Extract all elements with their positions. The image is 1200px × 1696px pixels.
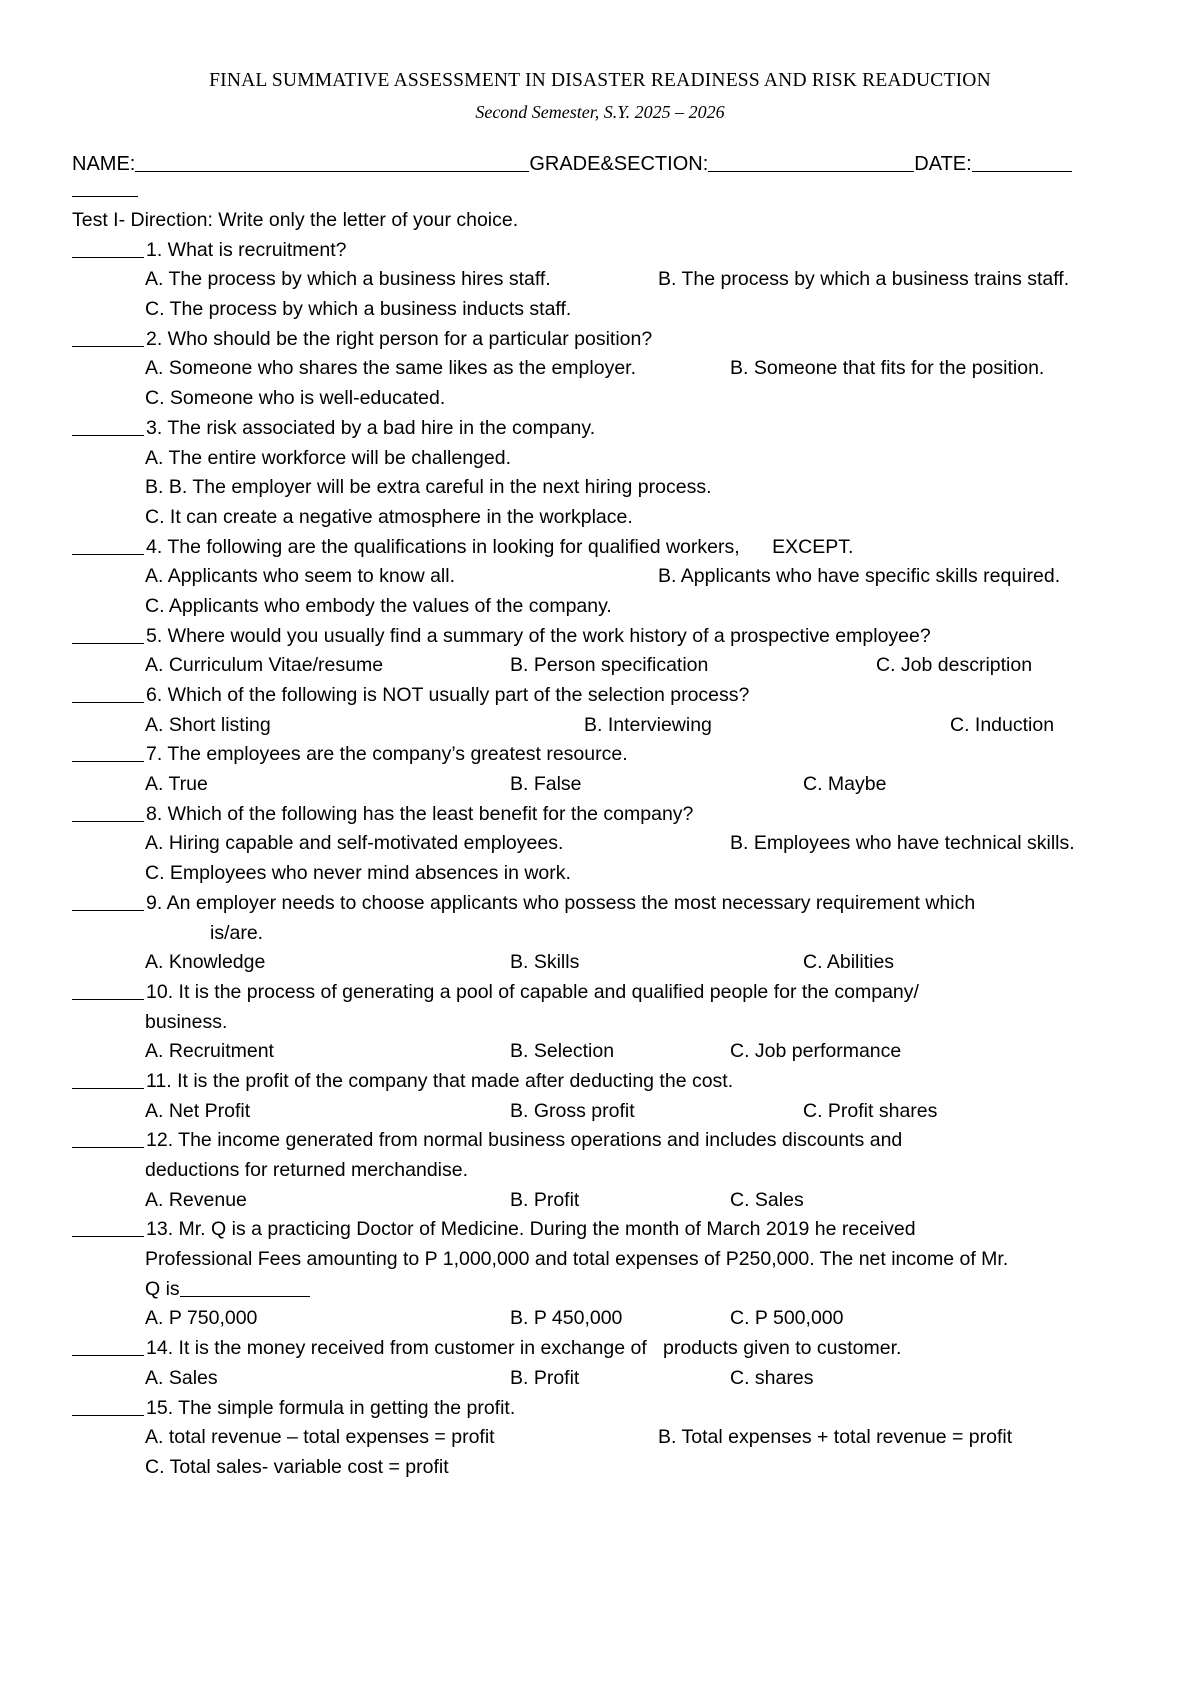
choice-b: B. Someone that fits for the position. xyxy=(730,357,1045,380)
choice-c: C. The process by which a business inducts staff. xyxy=(145,298,572,321)
net-income-blank xyxy=(180,1278,310,1297)
choice-c: C. Induction xyxy=(950,713,1055,736)
grade-section-field[interactable] xyxy=(708,151,914,172)
question-15: 15. The simple formula in getting the profit. xyxy=(72,1394,1152,1424)
choice-row xyxy=(72,265,1152,295)
answer-blank-8[interactable] xyxy=(72,801,144,822)
answer-blank-7[interactable] xyxy=(72,741,144,762)
choice-b: B. Applicants who have specific skills required. xyxy=(658,565,1061,588)
question-14: 14. It is the money received from customer in exchange of products given to customer. xyxy=(72,1334,1152,1364)
choice-b: B. Skills xyxy=(510,951,580,974)
choice-a: A. Hiring capable and self-motivated employees. xyxy=(145,832,564,855)
question-5: 5. Where would you usually find a summary of the work history of a prospective employee? xyxy=(72,622,1152,652)
choice-row xyxy=(72,562,1152,592)
question-9: 9. An employer needs to choose applicants who possess the most necessary requirement which xyxy=(72,889,1152,919)
choice-row xyxy=(72,829,1152,859)
choice-row xyxy=(72,651,1152,681)
test-direction: Test I- Direction: Write only the letter of your choice. xyxy=(72,209,519,231)
question-13-last-line: Q is xyxy=(72,1275,1152,1305)
choice-c: C. Employees who never mind absences in work. xyxy=(145,862,571,885)
choice-row xyxy=(72,473,1152,503)
answer-blank-1[interactable] xyxy=(72,237,144,258)
answer-blank-15[interactable] xyxy=(72,1395,144,1416)
choice-row xyxy=(72,1037,1152,1067)
choice-row xyxy=(72,1364,1152,1394)
choice-c: C. Someone who is well-educated. xyxy=(145,387,446,410)
choice-row xyxy=(72,711,1152,741)
question-13-continued: Professional Fees amounting to P 1,000,000 and total expenses of P250,000. The net income of Mr. xyxy=(145,1248,1009,1271)
date-field[interactable] xyxy=(972,151,1072,172)
choice-a: A. Someone who shares the same likes as the employer. xyxy=(145,357,637,380)
choice-c: C. shares xyxy=(730,1366,814,1389)
choice-b: B. Profit xyxy=(510,1366,580,1389)
choice-a: A. True xyxy=(145,773,208,796)
answer-blank-12[interactable] xyxy=(72,1127,144,1148)
choice-a: A. total revenue – total expenses = profit xyxy=(145,1426,495,1449)
test-body xyxy=(72,206,1152,1483)
choice-row xyxy=(72,503,1152,533)
choice-b: B. False xyxy=(510,773,582,796)
question-1: 1. What is recruitment? xyxy=(72,236,1152,266)
question-2: 2. Who should be the right person for a particular position? xyxy=(72,325,1152,355)
question-4: 4. The following are the qualifications in looking for qualified workers, EXCEPT. xyxy=(72,533,1152,563)
choice-row xyxy=(72,948,1152,978)
choice-c: C. Abilities xyxy=(803,951,895,974)
choice-b: B. P 450,000 xyxy=(510,1307,623,1330)
question-9-continued: is/are. xyxy=(210,921,264,944)
choice-row xyxy=(72,1304,1152,1334)
question-3: 3. The risk associated by a bad hire in the company. xyxy=(72,414,1152,444)
choice-b: B. Selection xyxy=(510,1040,615,1063)
answer-blank-6[interactable] xyxy=(72,682,144,703)
choice-a: A. Short listing xyxy=(145,713,271,736)
choice-b: B. Interviewing xyxy=(584,713,712,736)
date-field-continuation xyxy=(72,196,138,197)
answer-blank-5[interactable] xyxy=(72,623,144,644)
question-8: 8. Which of the following has the least benefit for the company? xyxy=(72,800,1152,830)
choice-a: A. Sales xyxy=(145,1366,218,1389)
choice-row xyxy=(72,384,1152,414)
choice-a: A. Curriculum Vitae/resume xyxy=(145,654,384,677)
choice-b: B. Person specification xyxy=(510,654,709,677)
answer-blank-9[interactable] xyxy=(72,890,144,911)
choice-row xyxy=(72,1186,1152,1216)
choice-c: C. It can create a negative atmosphere in the workplace. xyxy=(145,505,633,528)
choice-row xyxy=(72,1453,1152,1483)
choice-row xyxy=(72,770,1152,800)
answer-blank-13[interactable] xyxy=(72,1216,144,1237)
answer-blank-3[interactable] xyxy=(72,415,144,436)
choice-c: C. Total sales- variable cost = profit xyxy=(145,1455,449,1478)
name-field[interactable] xyxy=(135,151,529,172)
choice-a: A. Revenue xyxy=(145,1188,247,1211)
choice-b: B. Employees who have technical skills. xyxy=(730,832,1075,855)
choice-c: C. Profit shares xyxy=(803,1099,938,1122)
choice-row xyxy=(72,1097,1152,1127)
choice-a: A. Knowledge xyxy=(145,951,266,974)
choice-b: B. Total expenses + total revenue = profit xyxy=(658,1426,1013,1449)
choice-b: B. Gross profit xyxy=(510,1099,635,1122)
choice-row xyxy=(72,1423,1152,1453)
choice-c: C. P 500,000 xyxy=(730,1307,844,1330)
choice-c: C. Job description xyxy=(876,654,1033,677)
choice-c: C. Maybe xyxy=(803,773,887,796)
choice-b: B. B. The employer will be extra careful in the next hiring process. xyxy=(145,476,712,499)
choice-row xyxy=(72,354,1152,384)
choice-a: A. The entire workforce will be challenged. xyxy=(145,446,511,469)
answer-blank-10[interactable] xyxy=(72,979,144,1000)
question-11: 11. It is the profit of the company that made after deducting the cost. xyxy=(72,1067,1152,1097)
choice-row xyxy=(72,592,1152,622)
choice-a: A. The process by which a business hires staff. xyxy=(145,268,551,291)
answer-blank-4[interactable] xyxy=(72,534,144,555)
choice-c: C. Job performance xyxy=(730,1040,902,1063)
question-10-continued: business. xyxy=(145,1010,228,1033)
student-info-line xyxy=(72,148,1132,176)
question-6: 6. Which of the following is NOT usually part of the selection process? xyxy=(72,681,1152,711)
choice-c: C. Sales xyxy=(730,1188,804,1211)
choice-row xyxy=(72,295,1152,325)
question-13: 13. Mr. Q is a practicing Doctor of Medicine. During the month of March 2019 he received xyxy=(72,1215,1152,1245)
choice-a: A. Applicants who seem to know all. xyxy=(145,565,455,588)
choice-row xyxy=(72,859,1152,889)
document-subtitle: Second Semester, S.Y. 2025 – 2026 xyxy=(475,102,725,122)
document-title: FINAL SUMMATIVE ASSESSMENT IN DISASTER READINESS AND RISK READUCTION xyxy=(209,70,991,91)
choice-b: B. The process by which a business trains staff. xyxy=(658,268,1070,291)
answer-blank-14[interactable] xyxy=(72,1335,144,1356)
choice-row xyxy=(72,444,1152,474)
question-12-continued: deductions for returned merchandise. xyxy=(145,1159,469,1181)
choice-c: C. Applicants who embody the values of the company. xyxy=(145,594,612,617)
choice-a: A. Net Profit xyxy=(145,1099,251,1122)
date-label: DATE: xyxy=(914,153,972,175)
name-label: NAME: xyxy=(72,153,136,175)
question-7: 7. The employees are the company’s greatest resource. xyxy=(72,740,1152,770)
question-10: 10. It is the process of generating a pool of capable and qualified people for the company/ xyxy=(72,978,1152,1008)
answer-blank-2[interactable] xyxy=(72,326,144,347)
grade-section-label: GRADE&SECTION: xyxy=(529,153,709,175)
choice-a: A. Recruitment xyxy=(145,1040,274,1063)
choice-b: B. Profit xyxy=(510,1188,580,1211)
choice-a: A. P 750,000 xyxy=(145,1307,258,1330)
answer-blank-11[interactable] xyxy=(72,1068,144,1089)
question-12: 12. The income generated from normal business operations and includes discounts and xyxy=(72,1126,1152,1156)
